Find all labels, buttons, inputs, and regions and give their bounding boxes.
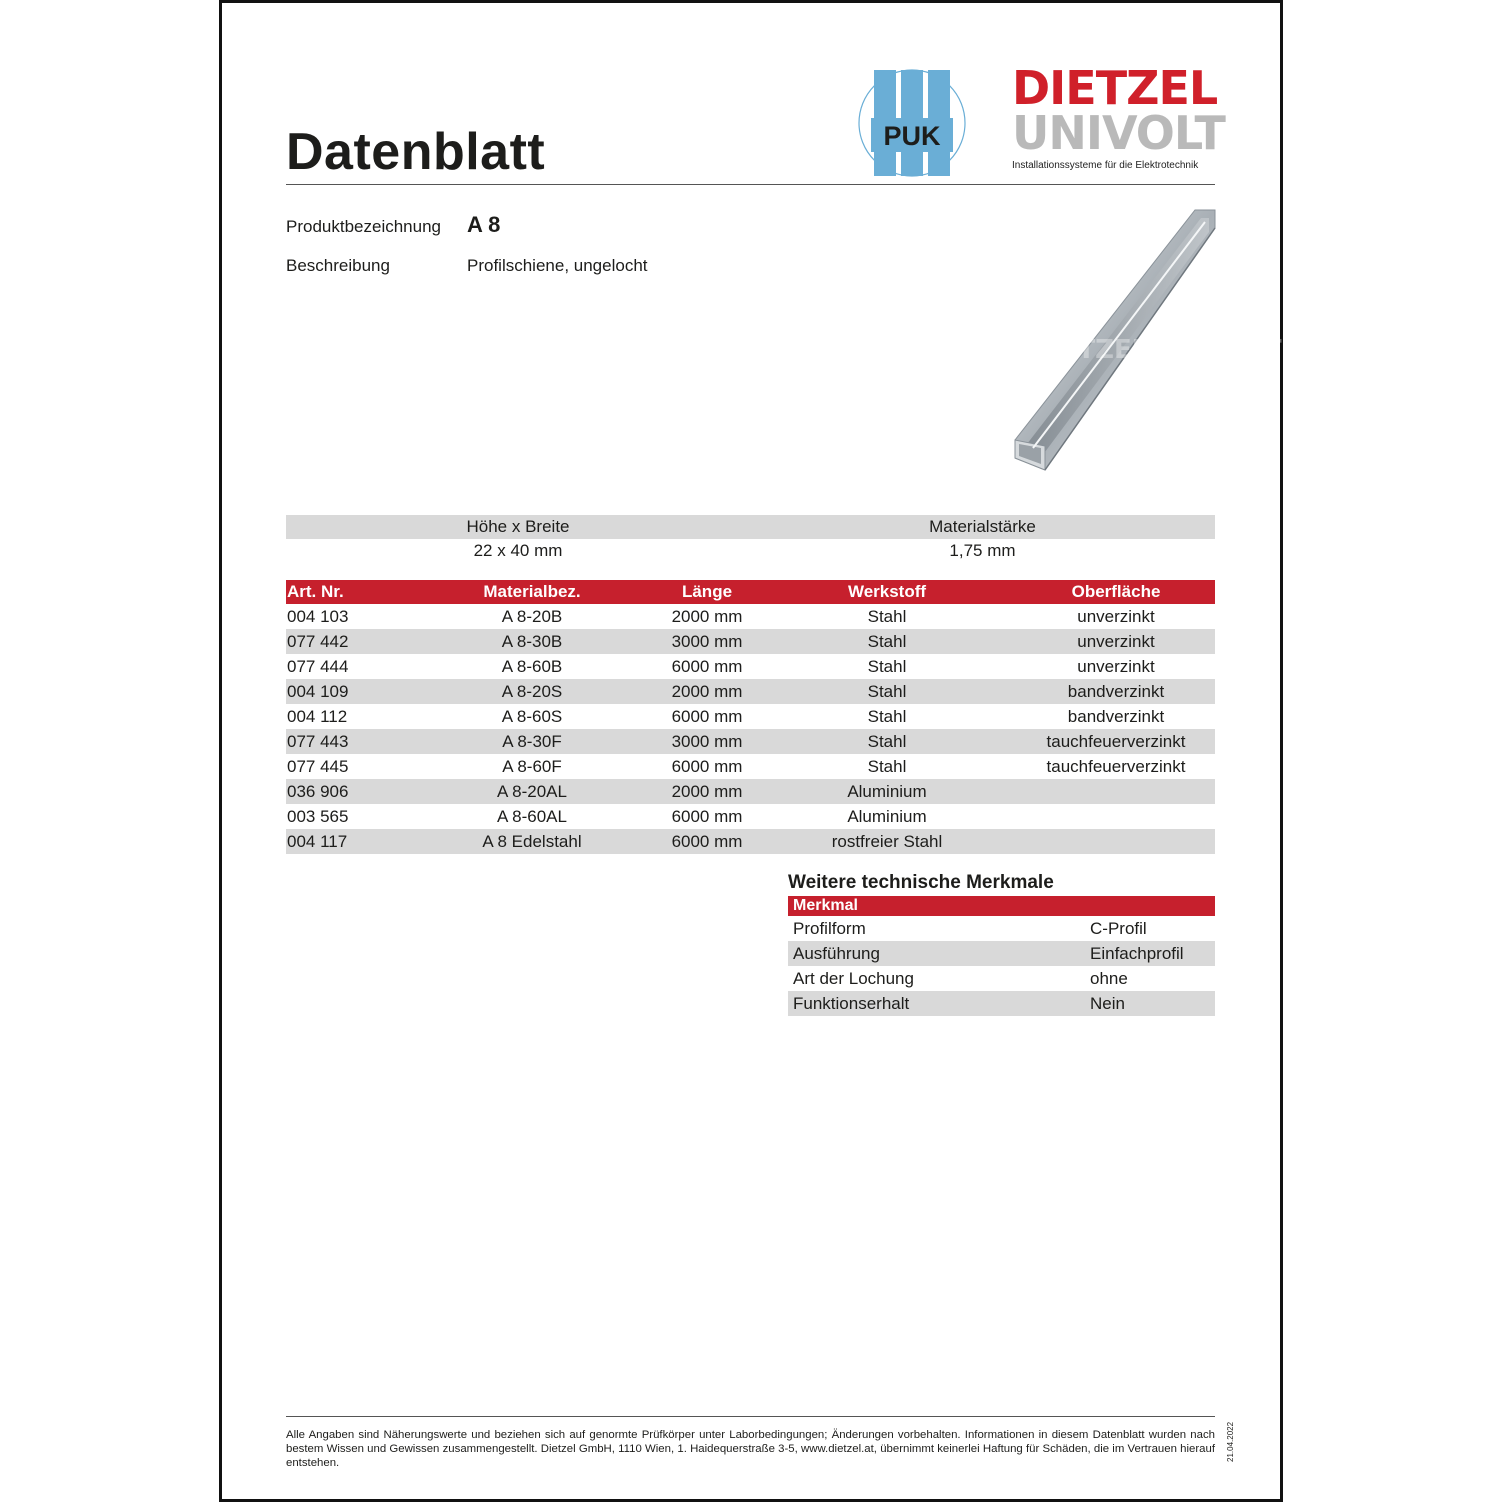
puk-logo	[857, 68, 967, 178]
cell: 2000 mm	[671, 606, 743, 626]
footer-date-text: 21.04.2022	[1226, 1421, 1235, 1462]
cell: A 8-30F	[407, 729, 657, 754]
cell	[1017, 779, 1215, 804]
page-title: Datenblatt	[286, 123, 546, 181]
feature-row	[788, 991, 1215, 1016]
cell: 004 109	[286, 679, 407, 704]
feature-value: C-Profil	[1090, 918, 1147, 938]
features-title: Weitere technische Merkmale	[788, 872, 1054, 893]
feature-value: Einfachprofil	[1090, 941, 1215, 966]
image-watermark: DIETZEL UNIVOLT	[1028, 335, 1282, 365]
header-divider	[286, 184, 1215, 185]
cell: A 8-20S	[407, 679, 657, 704]
table-row	[286, 679, 1215, 704]
table-row	[286, 754, 1215, 779]
cell: 036 906	[286, 779, 407, 804]
features-table	[788, 896, 1215, 1016]
cell: Stahl	[757, 629, 1017, 654]
cell: 077 444	[287, 656, 349, 676]
feature-value: ohne	[1090, 968, 1128, 988]
col-material: Materialbez.	[407, 580, 657, 604]
table-row	[286, 779, 1215, 804]
cell: Aluminium	[847, 806, 927, 826]
dietzel-univolt-logo	[1012, 61, 1225, 171]
cell: A 8-20B	[501, 606, 563, 626]
feature-row	[788, 941, 1215, 966]
cell: Stahl	[757, 729, 1017, 754]
table-row	[286, 704, 1215, 729]
cell: unverzinkt	[1017, 629, 1215, 654]
feature-value: Nein	[1090, 991, 1215, 1016]
cell: A 8-30B	[407, 629, 657, 654]
cell: Stahl	[867, 656, 907, 676]
feature-row	[788, 916, 1215, 941]
cell: 2000 mm	[657, 679, 757, 704]
cell: A 8-60F	[502, 756, 562, 776]
cell: Stahl	[757, 679, 1017, 704]
cell: tauchfeuerverzinkt	[1046, 756, 1186, 776]
cell: 077 445	[287, 756, 349, 776]
dim-value-thickness: 1,75 mm	[949, 541, 1016, 560]
footer-date	[1226, 1420, 1256, 1470]
footer-divider	[286, 1416, 1215, 1417]
cell: 004 117	[286, 829, 407, 854]
col-surface: Oberfläche	[1017, 580, 1215, 604]
cell: bandverzinkt	[1067, 706, 1165, 726]
feature-name: Profilform	[793, 918, 866, 938]
table-row	[286, 654, 1215, 679]
cell: 004 112	[287, 706, 348, 726]
cell: 3000 mm	[657, 729, 757, 754]
cell: A 8-20AL	[407, 779, 657, 804]
table-row	[286, 629, 1215, 654]
col-length: Länge	[657, 580, 757, 604]
cell: 6000 mm	[657, 829, 757, 854]
cell: Stahl	[867, 606, 907, 626]
brand-line-1: DIETZEL	[1012, 61, 1218, 115]
features-header: Merkmal	[788, 896, 1215, 916]
cell: 6000 mm	[671, 706, 743, 726]
article-table	[286, 580, 1215, 854]
description-label: Beschreibung	[286, 256, 390, 275]
col-art-nr: Art. Nr.	[286, 580, 407, 604]
dimensions-table	[286, 515, 1215, 563]
cell: Aluminium	[757, 779, 1017, 804]
cell: rostfreier Stahl	[757, 829, 1017, 854]
feature-name: Ausführung	[788, 941, 1090, 966]
cell: 6000 mm	[671, 656, 743, 676]
cell: 004 103	[287, 606, 349, 626]
cell: 6000 mm	[671, 806, 743, 826]
article-table-header	[286, 580, 1215, 604]
description-value: Profilschiene, ungelocht	[467, 256, 648, 275]
brand-tagline: Installationssysteme für die Elektrotechnik	[1012, 160, 1199, 171]
product-image-rail	[1005, 208, 1282, 483]
cell: A 8-60B	[501, 656, 563, 676]
puk-logo-text: PUK	[883, 121, 941, 151]
cell: A 8 Edelstahl	[407, 829, 657, 854]
table-row	[286, 604, 1215, 629]
cell: A 8-60S	[501, 706, 563, 726]
dim-header-thickness: Materialstärke	[750, 515, 1215, 539]
cell: Stahl	[867, 756, 907, 776]
product-name-label: Produktbezeichnung	[286, 217, 442, 236]
cell: unverzinkt	[1077, 606, 1155, 626]
brand-line-2: UNIVOLT	[1012, 106, 1225, 160]
cell: bandverzinkt	[1017, 679, 1215, 704]
table-row	[286, 804, 1215, 829]
feature-name: Funktionserhalt	[788, 991, 1090, 1016]
cell: 3000 mm	[657, 629, 757, 654]
cell	[1017, 829, 1215, 854]
table-row	[286, 829, 1215, 854]
dim-value-height-width: 22 x 40 mm	[473, 541, 563, 560]
cell: 2000 mm	[657, 779, 757, 804]
table-row	[286, 729, 1215, 754]
feature-name: Art der Lochung	[793, 968, 914, 988]
feature-row	[788, 966, 1215, 991]
col-werkstoff: Werkstoff	[757, 580, 1017, 604]
footer-disclaimer: Alle Angaben sind Näherungswerte und beziehen sich auf genormte Prüfkörper unter Laborbedingungen; Änderungen vorbehalten. Informationen in diesem Datenblatt wurden nach bestem Wissen und Gewissen zusammengestellt. Dietzel GmbH, 1110 Wien, 1. Haidequerstraße 3-5, www.dietzel.at, übernimmt keinerlei Haftung für Schäden, die im Vertrauen hierauf entstehen.	[286, 1429, 1215, 1469]
cell: 077 443	[286, 729, 407, 754]
cell	[1017, 804, 1215, 829]
dim-header-height-width: Höhe x Breite	[286, 515, 750, 539]
cell: Stahl	[867, 706, 907, 726]
cell: 003 565	[287, 806, 349, 826]
product-name-value: A 8	[467, 212, 501, 237]
cell: tauchfeuerverzinkt	[1017, 729, 1215, 754]
cell: unverzinkt	[1077, 656, 1155, 676]
cell: 6000 mm	[671, 756, 743, 776]
cell: A 8-60AL	[497, 806, 567, 826]
cell: 077 442	[286, 629, 407, 654]
